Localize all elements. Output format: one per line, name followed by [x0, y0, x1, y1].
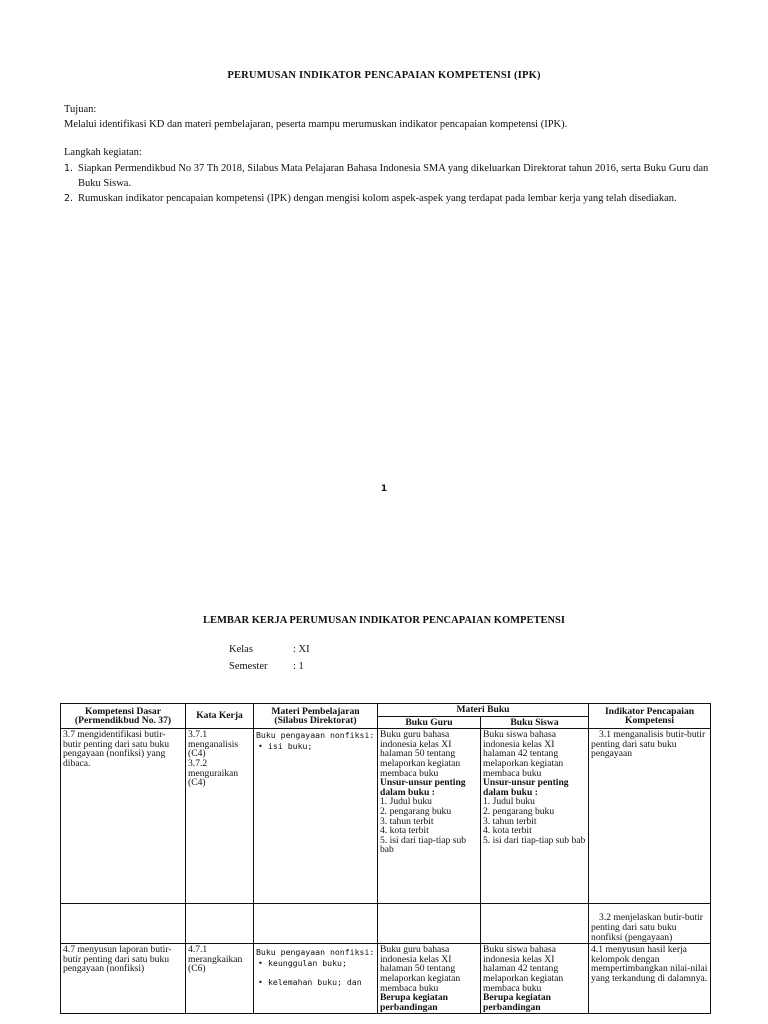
worksheet-table [60, 703, 711, 1014]
list-item: 3. tahun terbit [380, 815, 434, 827]
cell-buku-siswa [481, 729, 589, 904]
cell-buku-siswa [481, 944, 589, 1014]
header-kata-kerja: Kata Kerja [186, 704, 254, 729]
cell-empty [378, 904, 481, 944]
cell-kata-kerja [186, 729, 254, 904]
langkah-label: Langkah kegiatan: [64, 147, 142, 158]
kata-kerja-item: 3.7.1 menganalisis (C4) [188, 729, 239, 760]
cell-kd: 4.7 menyusun laporan butir-butir penting dari satu buku pengayaan (nonfiksi) [61, 944, 186, 1014]
cell-empty [481, 904, 589, 944]
list-item: 1. Judul buku [483, 796, 535, 808]
buku-guru-bold: Unsur-unsur penting dalam buku : [380, 777, 466, 798]
cell-materi-pembelajaran [254, 729, 378, 904]
list-item: • kelemahan buku; dan [256, 977, 375, 988]
step-text: Siapkan Permendikbud No 37 Th 2018, Silabus Mata Pelajaran Bahasa Indonesia SMA yang dikeluarkan Direktorat tahun 2016, serta Buku Guru dan Buku Siswa. [78, 163, 709, 189]
cell-ipk [589, 904, 711, 944]
kata-kerja-item: 3.7.2 menguraikan (C4) [188, 757, 239, 789]
step-number: 2. [64, 193, 74, 204]
cell-materi-pembelajaran [254, 944, 378, 1014]
cell-empty [254, 904, 378, 944]
buku-siswa-bold: Berupa kegiatan perbandingan [483, 992, 551, 1013]
kelas-row [229, 644, 310, 655]
header-buku-siswa: Buku Siswa [481, 716, 589, 729]
tujuan-text: Melalui identifikasi KD dan materi pembelajaran, peserta mampu merumuskan indikator pencapaian kompetensi (IPK). [64, 119, 568, 130]
kelas-value: : XI [293, 644, 310, 655]
list-item: • keunggulan buku; [256, 958, 375, 969]
cell-empty [186, 904, 254, 944]
list-item: • isi buku; [256, 741, 375, 752]
semester-row [229, 661, 304, 672]
header-buku-guru: Buku Guru [378, 716, 481, 729]
list-item: 3. tahun terbit [483, 815, 537, 827]
worksheet-title: LEMBAR KERJA PERUMUSAN INDIKATOR PENCAPAIAN KOMPETENSI [203, 615, 565, 626]
table-row [61, 904, 711, 944]
step-item [64, 161, 724, 191]
tujuan-label: Tujuan: [64, 104, 97, 115]
buku-siswa-bold: Unsur-unsur penting dalam buku : [483, 777, 569, 798]
cell-ipk: 4.1 menyusun hasil kerja kelompok dengan mempertimbangkan nilai-nilai yang terkandung di dalamnya. [589, 944, 711, 1014]
list-item: 5. isi dari tiap-tiap sub bab [380, 834, 467, 856]
list-item: 5. isi dari tiap-tiap sub bab [483, 834, 586, 846]
header-materi-buku: Materi Buku [378, 704, 589, 717]
materi-heading: Buku pengayaan nonfiksi: [256, 730, 375, 741]
table-row [61, 944, 711, 1014]
list-item: 4. kota terbit [380, 825, 429, 837]
page-number: 1 [380, 484, 388, 494]
buku-siswa-intro: Buku siswa bahasa indonesia kelas XI halaman 42 tentang melaporkan kegiatan membaca buku [483, 729, 564, 779]
table-header-row [61, 704, 711, 717]
list-item: 2. pengarang buku [380, 805, 452, 817]
buku-guru-bold: Berupa kegiatan perbandingan [380, 992, 448, 1013]
page-title: PERUMUSAN INDIKATOR PENCAPAIAN KOMPETENSI (IPK) [227, 70, 541, 81]
buku-guru-intro: Buku guru bahasa indonesia kelas XI halaman 50 tentang melaporkan kegiatan membaca buku [380, 944, 461, 994]
cell-kd: 3.7 mengidentifikasi butir-butir penting dari satu buku pengayaan (nonfiksi) yang dibaca. [61, 729, 186, 904]
list-item: 2. pengarang buku [483, 805, 555, 817]
ipk-text: 3.1 menganalisis butir-butir penting dari satu buku pengayaan [591, 729, 706, 760]
header-ipk: Indikator Pencapaian Kompetensi [589, 704, 711, 729]
step-item [64, 191, 724, 206]
header-materi-pembelajaran: Materi Pembelajaran (Silabus Direktorat) [254, 704, 378, 729]
cell-kata-kerja: 4.7.1 merangkaikan (C6) [186, 944, 254, 1014]
header-kd: Kompetensi Dasar (Permendikbud No. 37) [61, 704, 186, 729]
kelas-label: Kelas [229, 644, 253, 655]
ipk-text: 3.2 menjelaskan butir-butir penting dari satu buku nonfiksi (pengayaan) [591, 912, 703, 943]
cell-buku-guru [378, 944, 481, 1014]
cell-ipk [589, 729, 711, 904]
materi-heading: Buku pengayaan nonfiksi: [256, 947, 375, 958]
semester-value: : 1 [293, 661, 304, 672]
buku-guru-intro: Buku guru bahasa indonesia kelas XI halaman 50 tentang melaporkan kegiatan membaca buku [380, 729, 461, 779]
list-item: 4. kota terbit [483, 825, 532, 837]
buku-siswa-intro: Buku siswa bahasa indonesia kelas XI halaman 42 tentang melaporkan kegiatan membaca buku [483, 944, 564, 994]
step-text: Rumuskan indikator pencapaian kompetensi (IPK) dengan mengisi kolom aspek-aspek yang terdapat pada lembar kerja yang telah disediakan. [78, 193, 677, 204]
cell-empty [61, 904, 186, 944]
list-item: 1. Judul buku [380, 796, 432, 808]
cell-buku-guru [378, 729, 481, 904]
semester-label: Semester [229, 661, 268, 672]
step-number: 1. [64, 163, 74, 174]
table-row [61, 729, 711, 904]
